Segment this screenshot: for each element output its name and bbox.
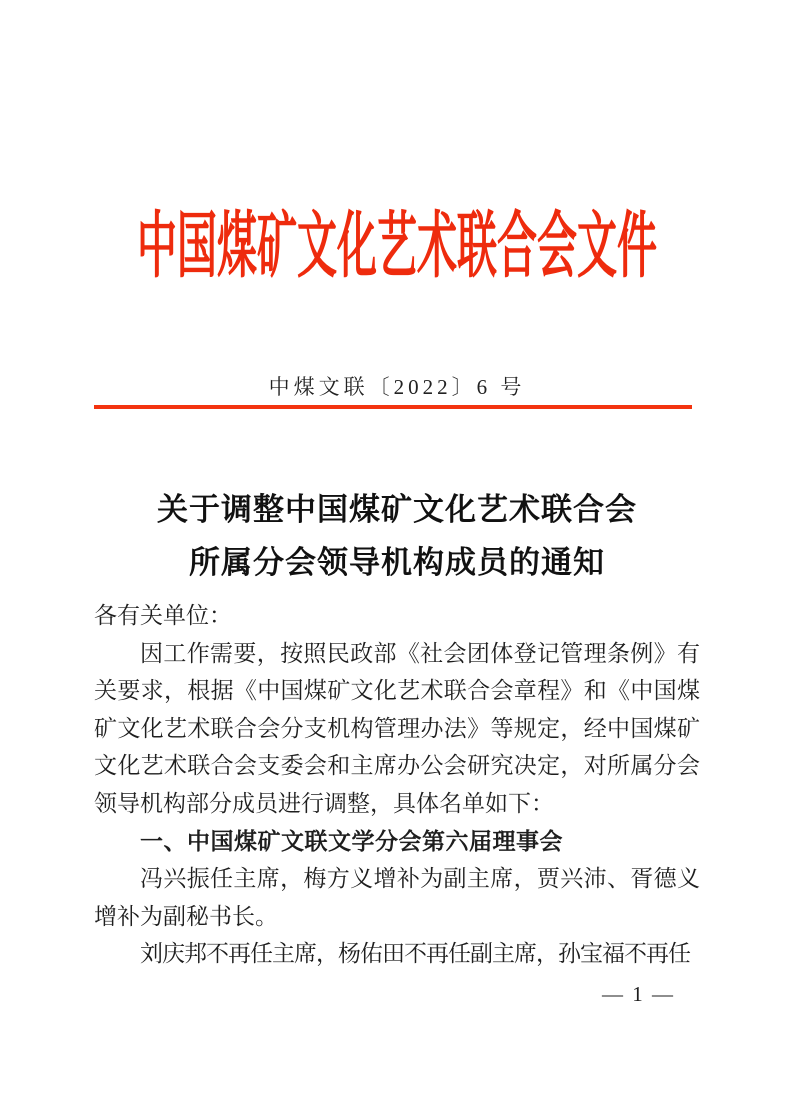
body-paragraph-1: 因工作需要，按照民政部《社会团体登记管理条例》有关要求，根据《中国煤矿文化艺术联合会章程》和《中国煤矿文化艺术联合会分支机构管理办法》等规定，经中国煤矿文化艺术联合会支委会和主席办公会研究决定，对所属分会领导机构部分成员进行调整，具体名单如下：	[94, 640, 700, 816]
body-paragraph-2: 冯兴振任主席，梅方义增补为副主席，贾兴沛、胥德义增补为副秘书长。	[94, 866, 700, 929]
red-header-masthead	[94, 205, 700, 287]
red-separator-rule	[94, 405, 692, 409]
salutation: 各有关单位：	[94, 603, 232, 628]
document-title-line-2: 所属分会领导机构成员的通知	[189, 545, 605, 580]
body-paragraph-3: 刘庆邦不再任主席，杨佑田不再任副主席，孙宝福不再任	[140, 941, 690, 967]
document-number: 中煤文联〔2022〕6 号	[268, 375, 526, 399]
page-number: — 1 —	[602, 982, 675, 1006]
masthead-title: 中国煤矿文化艺术联合会文件	[137, 205, 657, 287]
document-body	[94, 597, 700, 973]
document-title	[74, 483, 720, 589]
document-title-line-1: 关于调整中国煤矿文化艺术联合会	[157, 492, 637, 527]
section-heading-1: 一、中国煤矿文联文学分会第六届理事会	[140, 827, 563, 854]
